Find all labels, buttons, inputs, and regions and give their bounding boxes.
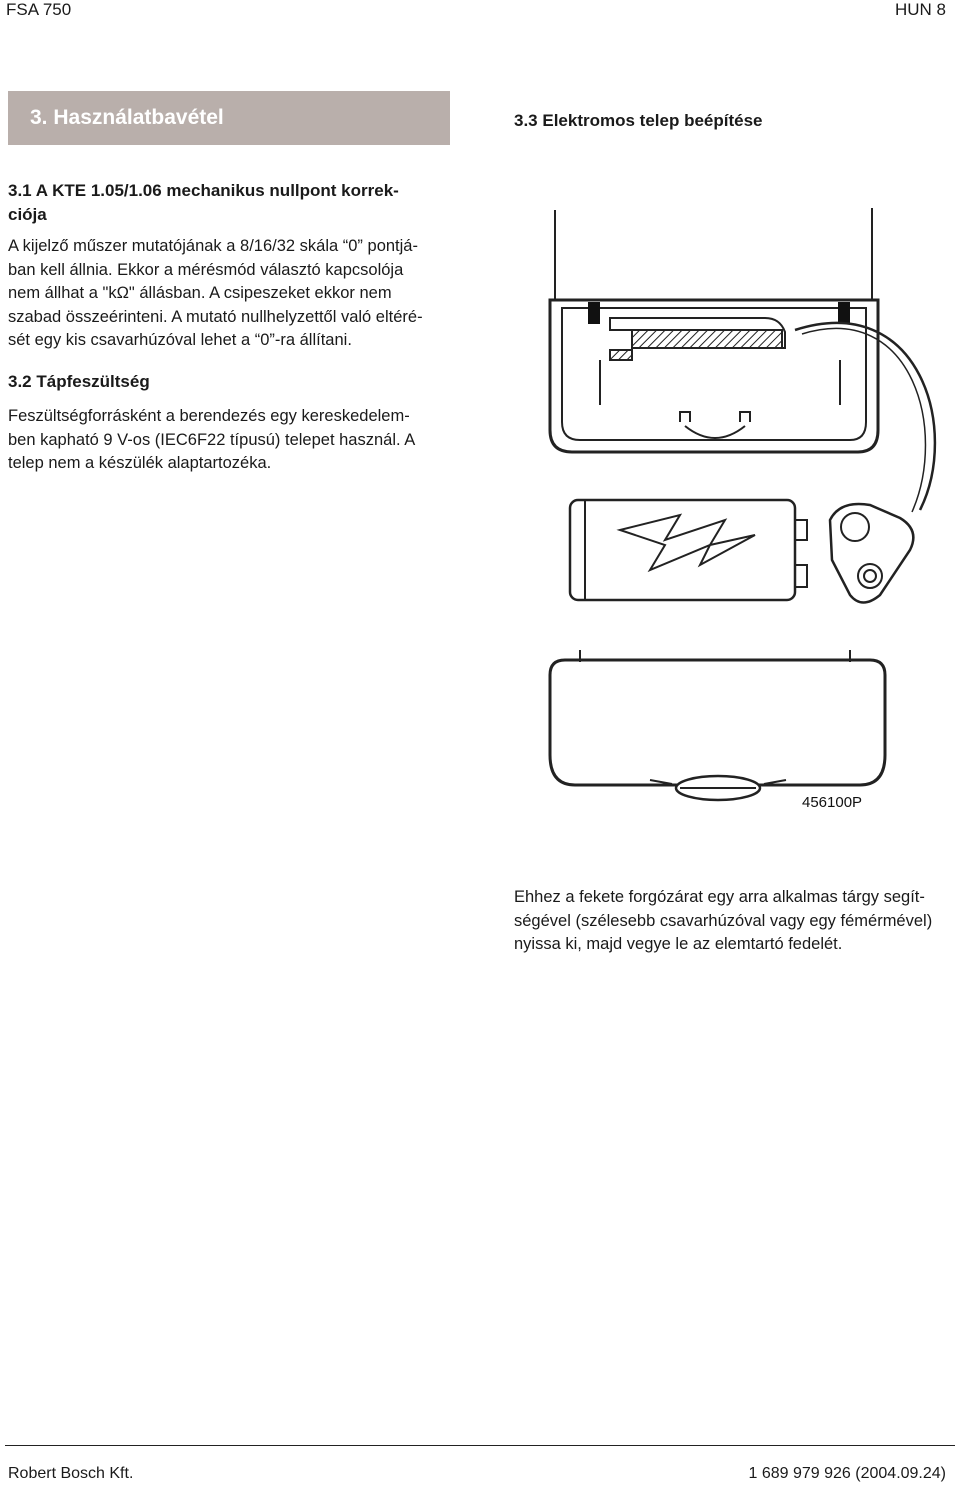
battery-body: [570, 500, 795, 600]
battery-cover: [550, 660, 885, 785]
snap-socket-lower: [858, 564, 882, 588]
battery-installation-figure: [540, 200, 955, 830]
section-3-2-body: [8, 405, 415, 476]
section-3-2-line: telep nem a készülék alaptartozéka.: [8, 454, 272, 472]
section-3-1-line: szabad összeérinteni. A mutató nullhelyzettől való eltéré-: [8, 307, 423, 326]
compartment-tab-right: [838, 302, 850, 324]
contact-strip-hatched: [632, 330, 782, 348]
section-3-2-heading: 3.2 Tápfeszültség: [8, 372, 150, 391]
snap-socket-lower-inner: [864, 570, 876, 582]
section-3-1-heading-line: 3.1 A KTE 1.05/1.06 mechanikus nullpont korrek-: [8, 181, 399, 200]
contact-hatch-small: [610, 350, 632, 360]
lightning-bolt-icon: [620, 515, 755, 570]
section-3-1-line: sét egy kis csavarhúzóval lehet a “0”-ra állítani.: [8, 331, 352, 349]
section-3-3-line: Ehhez a fekete forgózárat egy arra alkalmas tárgy segít-: [514, 888, 925, 906]
latch-pegs: [680, 412, 750, 422]
footer-rule: [5, 1445, 955, 1446]
chapter-title: 3. Használatbavétel: [30, 106, 224, 129]
section-3-1-line: A kijelző műszer mutatójának a 8/16/32 skála “0” pontjá-: [8, 237, 418, 255]
section-3-1-heading-line: ciója: [8, 205, 47, 224]
chapter-banner: [8, 91, 450, 145]
section-3-3-body: [514, 886, 932, 957]
section-3-3-line: nyissa ki, majd vegye le az elemtartó fedelét.: [514, 935, 843, 953]
snap-socket-upper: [841, 513, 869, 541]
snap-wire: [795, 323, 935, 510]
footer-left: Robert Bosch Kft.: [8, 1465, 134, 1482]
latch-notch: [685, 426, 745, 438]
header-right: HUN 8: [894, 0, 946, 19]
section-3-3-line: ségével (szélesebb csavarhúzóval vagy egy fémérmével): [514, 911, 933, 930]
battery-terminal-bottom: [795, 565, 807, 587]
section-3-2-line: ben kapható 9 V-os (IEC6F22 típusú) telepet használ. A: [8, 430, 416, 449]
figure-label: 456100P: [802, 794, 863, 811]
battery-terminal-top: [795, 520, 807, 540]
section-3-2-line: Feszültségforrásként a berendezés egy kereskedelem-: [8, 407, 410, 425]
section-3-1-line: ban kell állnia. Ekkor a mérésmód választó kapcsolója: [8, 260, 404, 279]
section-3-1-line: nem állhat a "kΩ" állásban. A csipeszeket ekkor nem: [8, 284, 392, 302]
compartment-tab-left: [588, 302, 600, 324]
footer-right: 1 689 979 926 (2004.09.24): [748, 1465, 946, 1482]
section-3-1-body: [8, 235, 423, 353]
header-left: FSA 750: [6, 0, 72, 19]
compartment-inner: [562, 308, 866, 440]
section-3-3-heading: 3.3 Elektromos telep beépítése: [514, 111, 763, 130]
section-3-1-heading: [8, 179, 399, 227]
